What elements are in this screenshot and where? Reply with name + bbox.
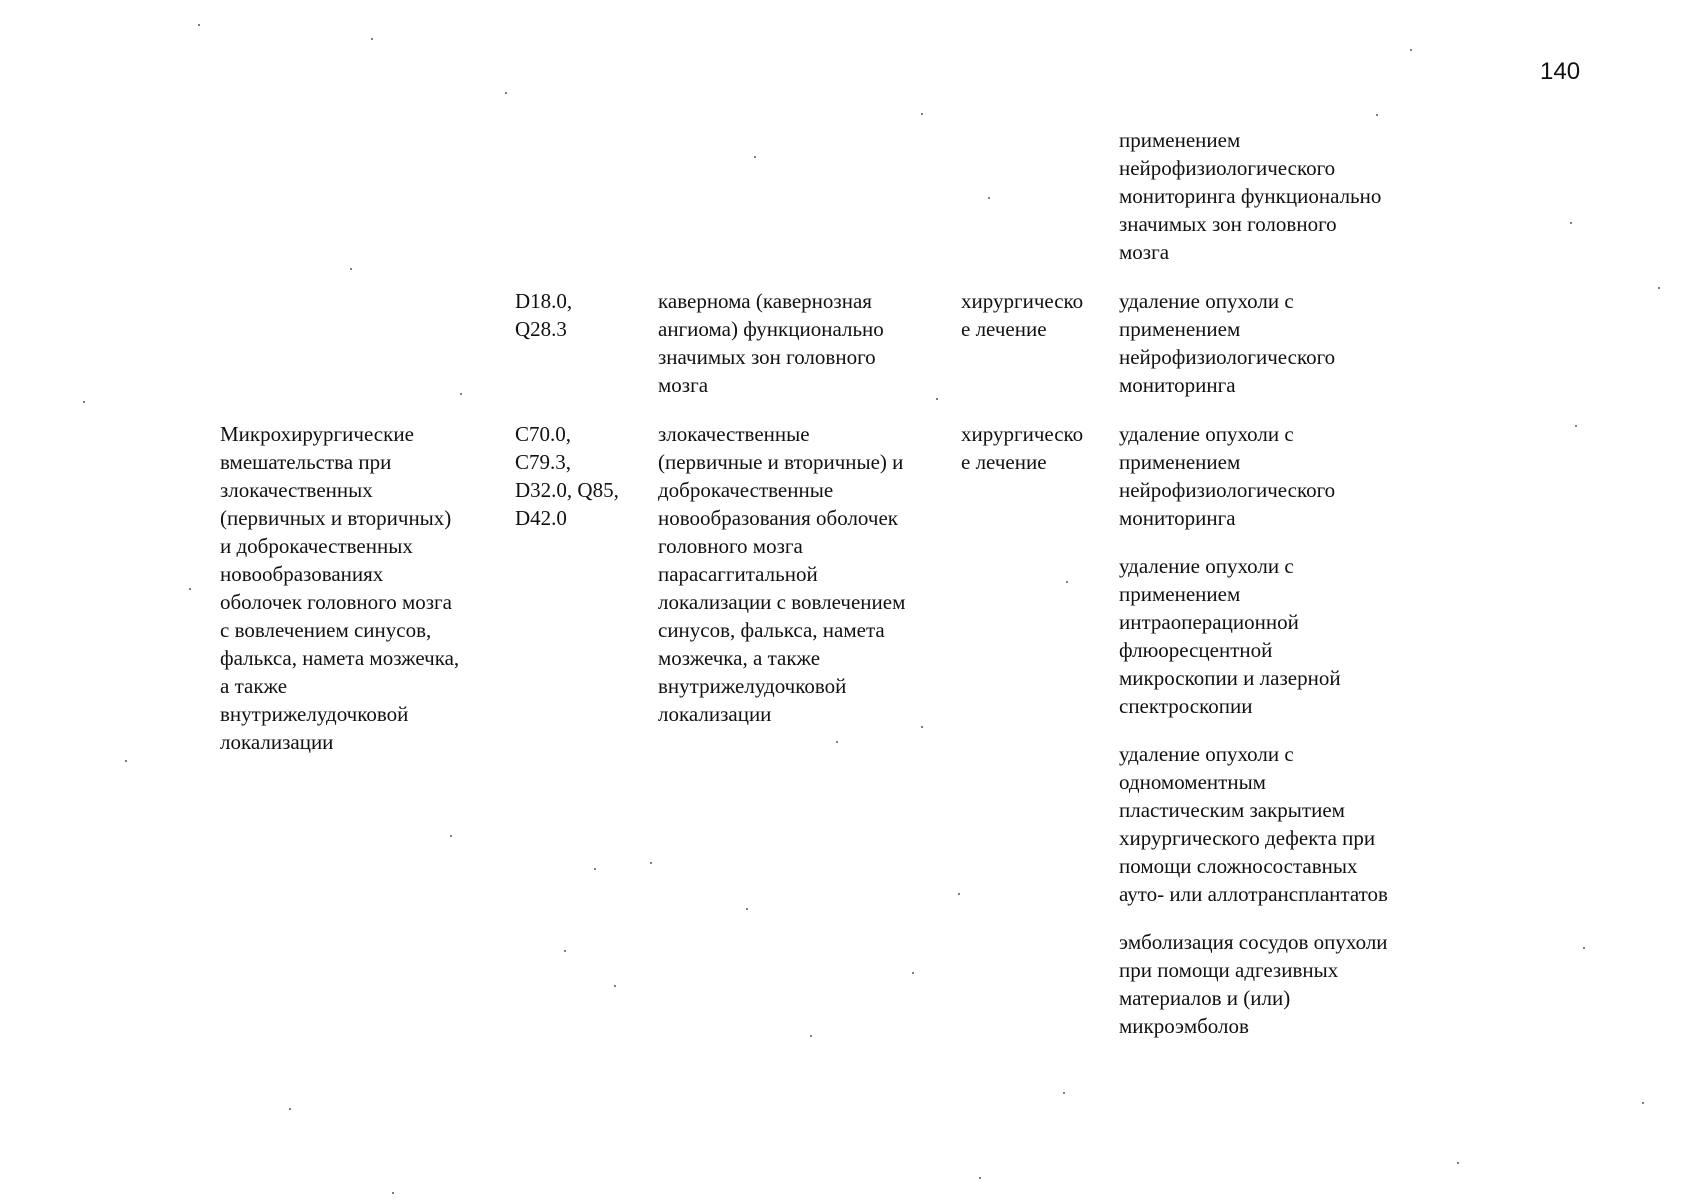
scan-speck (614, 985, 616, 987)
scan-speck (505, 92, 507, 94)
scan-speck (1457, 1162, 1459, 1164)
scan-speck (198, 24, 200, 26)
scan-speck (650, 862, 652, 864)
method-cell: применением нейрофизиологического мониторинга функционально значимых зон головного мозга (1119, 128, 1382, 264)
scan-speck (1583, 947, 1585, 949)
scan-speck (1376, 114, 1378, 116)
model-cell: кавернома (кавернозная ангиома) функционально значимых зон головного мозга (658, 289, 884, 397)
scan-speck (392, 1192, 394, 1194)
scan-speck (746, 908, 748, 910)
scan-speck (125, 760, 127, 762)
scan-speck (564, 950, 566, 952)
scan-speck (350, 268, 352, 270)
scan-speck (1066, 581, 1068, 583)
intervention-cell: Микрохирургические вмешательства при злокачественных (первичных и вторичных) и доброкачественных новообразованиях оболочек головного мозга с вовлечением синусов, фалькса, намета мозжечка, а также внутрижелудочковой локализации (220, 422, 460, 754)
method-cell: удаление опухоли с применением нейрофизиологического мониторинга (1119, 289, 1336, 397)
scan-speck (988, 197, 990, 199)
scan-speck (912, 972, 914, 974)
scan-speck (836, 741, 838, 743)
scan-speck (810, 1035, 812, 1037)
scan-speck (460, 393, 462, 395)
method-cell: удаление опухоли с одномоментным пластическим закрытием хирургического дефекта при помощи сложносоставных ауто- или аллотрансплантатов (1119, 742, 1388, 906)
scan-speck (1570, 222, 1572, 224)
treatment-cell: хирургическо е лечение (961, 422, 1084, 474)
scan-speck (1658, 287, 1660, 289)
scan-speck (1410, 49, 1412, 51)
treatment-cell: хирургическо е лечение (961, 289, 1084, 341)
scan-speck (594, 868, 596, 870)
scan-speck (83, 401, 85, 403)
scan-speck (921, 113, 923, 115)
page-number: 140 (1540, 58, 1581, 85)
method-cell: удаление опухоли с применением интраоперационной флюоресцентной микроскопии и лазерной спектроскопии (1119, 554, 1341, 718)
method-cell: эмболизация сосудов опухоли при помощи адгезивных материалов и (или) микроэмболов (1119, 930, 1388, 1038)
scan-speck (1575, 425, 1577, 427)
scan-speck (450, 835, 452, 837)
code-cell: D18.0, Q28.3 (515, 289, 573, 341)
scan-speck (1642, 1102, 1644, 1104)
scan-speck (958, 893, 960, 895)
scan-speck (371, 38, 373, 40)
scan-speck (921, 726, 923, 728)
scan-speck (754, 156, 756, 158)
scan-speck (189, 588, 191, 590)
scan-speck (289, 1108, 291, 1110)
scan-speck (979, 1177, 981, 1179)
scan-speck (936, 398, 938, 400)
code-cell: C70.0, C79.3, D32.0, Q85, D42.0 (515, 422, 619, 530)
method-cell: удаление опухоли с применением нейрофизиологического мониторинга (1119, 422, 1336, 530)
model-cell: злокачественные (первичные и вторичные) и доброкачественные новообразования оболочек головного мозга парасаггитальной локализации с вовлечением синусов, фалькса, намета мозжечка, а также внутрижелудочковой локализации (658, 422, 906, 726)
scan-speck (1063, 1092, 1065, 1094)
